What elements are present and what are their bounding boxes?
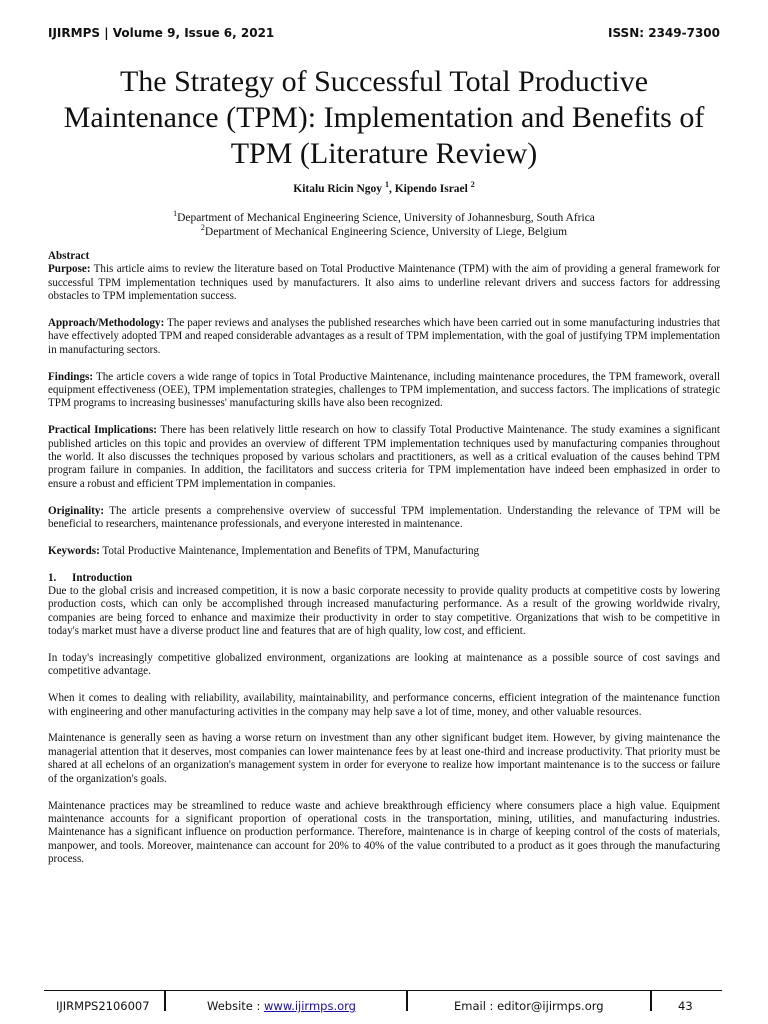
abstract-practical: [48, 424, 720, 491]
abstract-approach: [48, 317, 720, 357]
abstract-purpose-text: This article aims to review the literature based on Total Productive Maintenance (TPM) with the aim of providing a general framework for successful TPM implementation techniques used by manufacturers. It also aims to underline relevant drivers and success factors for addressing obstacles to TPM implementation success.: [48, 263, 720, 303]
keywords: [48, 545, 720, 558]
paper-id: IJIRMPS2106007: [56, 999, 150, 1013]
section-number: 1.: [48, 571, 57, 584]
author-name: Kipendo Israel: [394, 182, 468, 195]
author-list: [40, 180, 728, 195]
abstract-findings: [48, 371, 720, 411]
affiliation-mark: 2: [200, 223, 205, 232]
section-title: Introduction: [72, 571, 133, 584]
author-affiliation-mark: 1: [384, 180, 389, 189]
page-number: 43: [678, 999, 693, 1013]
affiliation-text: Department of Mechanical Engineering Science, University of Liege, Belgium: [204, 225, 568, 238]
footer-divider: [650, 991, 652, 1011]
abstract-findings-label: Findings:: [48, 370, 94, 383]
paragraph: Maintenance is generally seen as having a worse return on investment than any other significant budget item. However, by giving maintenance the managerial attention that it deserves, most companies can lower maintenance fees by at least one-third and increase productivity. That priority must be shared at all echelons of an organization's management system in order for everyone to realize how important maintenance is to the success or failure of the organization's goals.: [48, 732, 720, 785]
issn: ISSN: 2349-7300: [607, 26, 720, 40]
paragraph: Due to the global crisis and increased competition, it is now a basic corporate necessity to provide quality products at competitive costs by lowering production costs, which can only be accomplished through increased manufacturing performance. As a result of the growing worldwide rivalry, companies are being forced to enhance and maximize their productivity in order to stay competitive. Organizations that wish to be competitive in today's market must have a diverse product line and features that are of high quality, low cost, and efficient.: [48, 585, 720, 638]
email-contact: Email : editor@ijirmps.org: [454, 999, 604, 1013]
abstract-approach-label: Approach/Methodology:: [48, 317, 165, 330]
abstract-originality-text: The article presents a comprehensive overview of successful TPM implementation. Understanding the relevance of TPM will be beneficial to researchers, maintenance professionals, and everyone interested in maintenance.: [48, 504, 721, 531]
abstract-practical-text: There has been relatively little research on how to classify Total Productive Maintenance. The study examines a significant published articles on this topic and provides an overview of different TPM implementation techniques used by manufacturing companies throughout the world. It also discusses the techniques proposed by various scholars and practitioners, as well as a critical evaluation of the causes behind TPM program failure in companies. In addition, the facilitators and success criteria for TPM implementation have indeed been emphasized in order to ensure a robust and efficient TPM implementation in companies.: [48, 424, 720, 490]
section-heading-introduction: [48, 572, 720, 585]
journal-info: IJIRMPS | Volume 9, Issue 6, 2021: [48, 26, 275, 40]
abstract-purpose: [48, 263, 720, 303]
keywords-label: Keywords:: [48, 544, 100, 557]
abstract-findings-text: The article covers a wide range of topics in Total Productive Maintenance, including maintenance procedures, the TPM framework, overall equipment effectiveness (OEE), TPM implementation strategies, challenges to TPM implementation, and success factors. The implications of strategic TPM programs to increasing businesses' manufacturing skills have also been recognized.: [48, 370, 720, 410]
paragraph: When it comes to dealing with reliability, availability, maintainability, and performance concerns, efficient integration of the maintenance function with engineering and other manufacturing activities in the company may help save a lot of time, money, and other valuable resources.: [48, 692, 720, 718]
website: [207, 999, 356, 1013]
paper-title: The Strategy of Successful Total Productive Maintenance (TPM): Implementation and Benefits of TPM (Literature Review): [63, 65, 705, 170]
author-affiliation-mark: 2: [470, 180, 475, 189]
page-footer: [44, 990, 722, 1013]
author-separator: ,: [388, 182, 395, 195]
website-link[interactable]: www.ijirmps.org: [264, 999, 356, 1013]
running-header: [48, 26, 720, 44]
paper-body: [48, 250, 720, 880]
abstract-approach-text: The paper reviews and analyses the published researches which have been carried out in some manufacturing industries that have effectively adopted TPM and reaped considerable advantages as a result of TPM implementation, with the goal of justifying TPM implementation in manufacturing sectors.: [48, 317, 721, 356]
abstract-originality: [48, 505, 720, 532]
paragraph: In today's increasingly competitive globalized environment, organizations are looking at maintenance as a possible source of cost savings and competitive advantage.: [48, 652, 720, 678]
abstract-heading: Abstract: [48, 250, 90, 262]
website-label: Website :: [207, 999, 265, 1013]
abstract-purpose-label: Purpose:: [48, 263, 91, 276]
keywords-text: Total Productive Maintenance, Implementation and Benefits of TPM, Manufacturing: [102, 544, 480, 557]
footer-divider: [164, 991, 166, 1011]
author-name: Kitalu Ricin Ngoy: [293, 182, 383, 195]
abstract-practical-label: Practical Implications:: [48, 424, 157, 437]
abstract-originality-label: Originality:: [48, 504, 105, 517]
footer-divider: [406, 991, 408, 1011]
affiliation-mark: 1: [173, 209, 178, 218]
paragraph: Maintenance practices may be streamlined to reduce waste and achieve breakthrough efficiency where consumers place a high value. Equipment maintenance accounts for a significant proportion of operational costs in the transportation, mining, utilities, and manufacturing industries. Maintenance has a significant influence on production performance. Therefore, maintenance is in charge of keeping control of the costs of materials, manpower, and tools. Moreover, maintenance can account for 20% to 40% of the value contributed to a product as it goes through the manufacturing process.: [48, 799, 720, 866]
affiliation: [40, 221, 728, 239]
affiliation-text: Department of Mechanical Engineering Science, University of Johannesburg, South Africa: [177, 211, 595, 224]
